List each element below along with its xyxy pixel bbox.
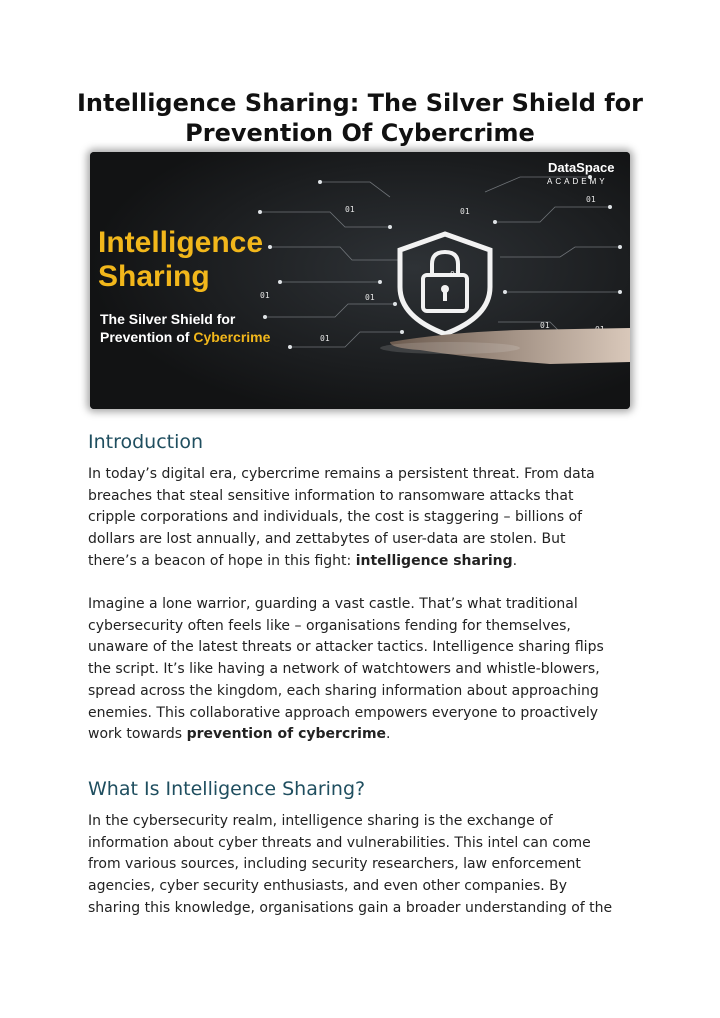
banner-logo (547, 160, 614, 186)
banner-sub-line-1: The Silver Shield for (100, 311, 236, 327)
logo-sub: ACADEMY (547, 177, 608, 186)
banner-sub-highlight: Cybercrime (193, 329, 271, 345)
banner-graphic (90, 152, 630, 409)
what-paragraph (88, 811, 648, 920)
intro-p2-line: enemies. This collaborative approach empowers everyone to proactively (88, 704, 599, 721)
intro-p2-line: Imagine a lone warrior, guarding a vast castle. That’s what traditional (88, 596, 578, 612)
binary-label: 01 (320, 334, 330, 343)
intro-p2-bold: prevention of cybercrime (186, 726, 387, 743)
document-title (60, 88, 660, 148)
what-p-line: information about cyber threats and vulnerabilities. This intel can come (88, 834, 591, 851)
binary-label: 01 (540, 321, 550, 330)
binary-label: 01 (260, 291, 270, 300)
intro-p1-line: breaches that steal sensitive information to ransomware attacks that (88, 487, 574, 504)
what-p-line: In the cybersecurity realm, intelligence sharing is the exchange of (88, 813, 553, 829)
banner-sub-line-2 (100, 329, 271, 345)
what-p-line: from various sources, including security researchers, law enforcement (88, 856, 581, 873)
introduction-heading: Introduction (88, 431, 204, 453)
intro-p1-last-prefix: there’s a beacon of hope in this fight: (88, 552, 356, 569)
what-is-heading: What Is Intelligence Sharing? (88, 778, 366, 800)
intro-paragraph-2 (88, 594, 648, 746)
intro-p1-line: cripple corporations and individuals, the cost is staggering – billions of (88, 509, 583, 526)
binary-label: 01 (586, 195, 596, 204)
what-p-line: agencies, cyber security enthusiasts, and even other companies. By (88, 878, 568, 895)
banner-heading-line-1: Intelligence (98, 226, 264, 259)
binary-label: 01 (450, 270, 460, 279)
intro-p2-line: cybersecurity often feels like – organisations fending for themselves, (88, 617, 571, 634)
intro-p2-last-suffix: . (386, 726, 391, 743)
intro-p2-line: spread across the kingdom, each sharing information about approaching (88, 682, 599, 699)
intro-p1-line: In today’s digital era, cybercrime remains a persistent threat. From data (88, 466, 595, 482)
title-line-1: Intelligence Sharing: The Silver Shield for (76, 89, 644, 117)
intro-p2-last-prefix: work towards (88, 726, 187, 743)
intro-p1-bold: intelligence sharing (355, 552, 513, 569)
intro-p1-line: dollars are lost annually, and zettabytes of user-data are stolen. But (88, 531, 566, 548)
intro-p2-line: the script. It’s like having a network of watchtowers and whistle-blowers, (88, 661, 600, 678)
title-line-2: Prevention Of Cybercrime (185, 119, 535, 147)
what-p-line: sharing this knowledge, organisations gain a broader understanding of the (88, 899, 613, 916)
banner-sub-prefix: Prevention of (100, 329, 194, 345)
banner-image (90, 152, 630, 409)
intro-p2-line: unaware of the latest threats or attacker tactics. Intelligence sharing flips (88, 639, 604, 656)
banner-heading-line-2: Sharing (98, 260, 210, 293)
intro-paragraph-1 (88, 464, 648, 573)
logo-name: DataSpace (548, 160, 615, 175)
binary-label: 01 (365, 293, 375, 302)
binary-label: 01 (345, 205, 355, 214)
binary-label: 01 (460, 207, 470, 216)
intro-p1-last-suffix: . (512, 552, 518, 569)
